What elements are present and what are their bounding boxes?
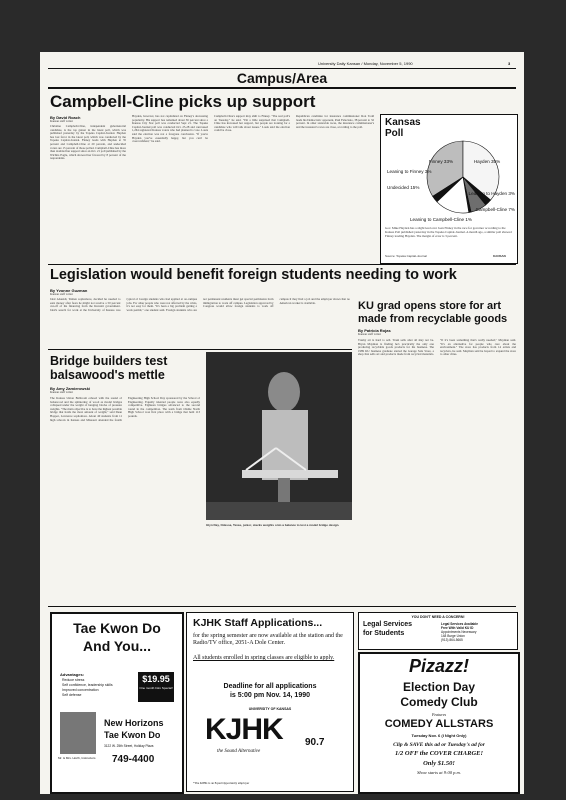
comedy-featuring: Features [431, 712, 447, 717]
story4-body: Trashy art is hard to sell. Trash sells after all may not be. Bryan Mayman is finding he's practically the only one producing recyclable goods products for his business. The 1989 KU business graduate started the Garage Sale Store, a shop that sells art and products made from recycled materials. "If it's been something that's really needed," Mayman said. "It's an alternative for people who care about the environment." The store has products from 14 artists and recyclers, he said. Mayman said he hoped to expand the store to other cities. [358, 339, 516, 357]
kjhk-tagline: the Sound Alternative [217, 749, 261, 754]
kjhk-logo-top: UNIVERSITY OF KANSAS [248, 707, 292, 711]
story4-byline: By Patricia Rojas [358, 328, 391, 333]
tkd-school-1: New Horizons [104, 718, 164, 728]
kjhk-body-1: for the spring semester are now available at the station and the Radio/TV office, 2051-A Dole Center. [193, 633, 343, 647]
comedy-note-2: 1/2 OFF the COVER CHARGE! [394, 750, 484, 757]
tkd-advantage: Self defense [62, 693, 82, 697]
tkd-advantage: Self confidence, leadership skills [62, 683, 113, 687]
tkd-advantage: Improved concentration [62, 688, 99, 692]
tkd-school-2: Tae Kwon Do [104, 730, 161, 740]
story1-column-1: Christine Campbell-Cline, independent gubernatorial candidate, is the top gainer in the latest poll, which was published yesterday by the Topeka Capital-Journal. Hayden has lost favor in the latest poll, which was conducted by the Topeka Capital-Journal. Finney leads with Hayden at 35 percent and Campbell-Cline at 20 percent, and undecided voters are 15 percent of those polled. Campbell-Cline has more than doubled her support since an Oct. 21 poll published by the Wichita Eagle, which showed her favored by 8 percent of the respondents. [50, 125, 126, 161]
chart-credit: KANSAN [493, 254, 506, 258]
kjhk-body-2: All students enrolled in spring classes are eligible to apply. [193, 655, 335, 661]
story2-byline-role: Kansan staff writer [50, 292, 73, 296]
pie-label: Leaning to Finney 3% [387, 169, 432, 174]
legal-title-2: for Students [363, 630, 405, 637]
story1-column-3: Campbell-Cline's support may shift to Finney. "The real poll's on Tuesday," he said. "I'm a little surprised that Campbell-Cline has increased her support, but people are looking for a candidate who will talk about issues." Louis said the election could be close. [214, 115, 290, 133]
kjhk-deadline-2: is 5:00 pm Nov. 14, 1990 [229, 692, 311, 699]
comedy-club-ad [358, 652, 520, 794]
story1-column-2: Hayden, however, has not capitalized on Finney's decreasing popularity. His support has remained about 36 percent since a Kansas City Star poll was conducted Sept 21. The Topeka Capital-Journal poll was conducted Oct. 25-28 and canvassed 1,264 registered Kansas voters who had planned to vote. Louis said the election was not a foregone conclusion. "If you're Hayden you've essentially happy, but you can't be overconfident," he said. [132, 115, 208, 144]
bridge-photo [206, 352, 352, 520]
tkd-advantage: Reduce stress [62, 678, 85, 682]
story4-byline-role: Kansan staff writer [358, 332, 381, 336]
comedy-line-2: Comedy Club [400, 695, 478, 709]
story4-headline: KU grad opens store for art made from recyclable goods [358, 300, 508, 325]
tkd-price-badge [138, 672, 174, 702]
comedy-price: Only $1.50! [423, 760, 455, 767]
comedy-note-1: Clip & SAVE this ad or Tuesday's ad for [393, 742, 485, 748]
legal-title-1: Legal Services [363, 621, 413, 628]
tkd-price: $19.95 [142, 674, 170, 684]
kjhk-deadline-1: Deadline for all applications [223, 683, 317, 690]
chart-source: Source: Topeka Capital-Journal [385, 254, 427, 258]
pie-label: Leaning to Campbell-Cline 1% [409, 217, 473, 222]
kjhk-frequency: 90.7 [305, 737, 325, 748]
legal-services-ad [358, 612, 518, 650]
page-number: 3 [508, 61, 511, 66]
legal-right-3: Appointments Necessary [441, 630, 477, 634]
comedy-time: Show starts at 9:00 p.m. [417, 770, 461, 775]
section-title: Campus/Area [236, 70, 328, 86]
kansas-poll-chart [380, 114, 518, 264]
story2-headline: Legislation would benefit foreign students needing to work [50, 267, 457, 283]
chart-caption: Gov. Mike Hayden has a slight lead over Joan Finney in the race for governor according to the Kansas Poll published yesterday in the Topeka Capital-Journal. A month ago, a similar poll showed Finney leading Hayden. The margin of error is 3 percent. [385, 226, 512, 238]
tkd-instructors: Mr. & Mrs. Horth, Instructors [58, 756, 96, 760]
pie-label: Finney 33% [428, 159, 454, 164]
legal-right-4: 148 Burge Union [441, 634, 465, 638]
story3-body: The Kansas Union Ballroom echoed with the sound of balsawood and the splintering of wood as model bridges collapsed under the weight of hanging blocks of pressure weights. "The main objective is to have the highest possible bridge that holds the most amount of weight," said Dean Hopper, Lawrence sophomore. About 40 students from 11 high schools in Kansas and Missouri attended the fourth Engineering High School Day sponsored by the School of Engineering. Equally talented people were also equally competitive. Eighteen bridges advanced to the second round in the competition. The team from Olathe North High School won first place with a bridge that held 113 pounds. [50, 397, 200, 422]
story3-headline: Bridge builders test balsawood's mettle [50, 354, 168, 382]
story3-byline: By Amy Zamierowski [50, 386, 91, 391]
legal-right-5: (913) 864-5665 [441, 638, 463, 642]
tkd-advantages-list [62, 678, 113, 698]
story1-byline-role: Kansan staff writer [50, 119, 73, 123]
kjhk-ad [186, 612, 354, 792]
pie-label: Campbell-Cline 7% [475, 207, 515, 212]
kjhk-headline: KJHK Staff Applications... [193, 617, 323, 629]
page-header-dateline: University Daily Kansan / Monday, November 5, 1990 [318, 61, 413, 66]
story2-body: Jalal Alsasidi, Yemen sophomore, decided he needed to earn money after fears he might not receive a 50 percent cut-off of his financing from the Kuwaiti government. Jalal's search for work at the University of Kansas was typical of foreign students who had applied at on-campus jobs. For other people who were not affected by the crisis, it's not easy for them. "It's been a big problem getting a work permit," one student said. Foreign students who are not permanent residents must get special permission from immigration to work off campus. Legislation approved by Congress would allow foreign students to work off campus if they find a job and the employer shows that no American worker is available. [50, 298, 350, 312]
tkd-price-note: One month Intro Special! [139, 686, 173, 690]
tkd-title-2: And You... [83, 638, 151, 654]
legal-right-1: Legal Services Available [441, 622, 478, 626]
tkd-address: 3122 W. 25th Street, Holiday Plaza [104, 744, 154, 748]
kjhk-logo: KJHK [205, 713, 283, 746]
story1-headline: Campbell-Cline picks up support [50, 92, 316, 111]
chart-title: Kansas Poll [385, 117, 421, 139]
taekwondo-ad [50, 612, 184, 794]
tkd-phone: 749-4400 [112, 754, 155, 765]
legal-right-2: Free With Valid KU ID [441, 626, 474, 630]
comedy-ticket: Tuesday Nov. 6 (I Night Only) [411, 733, 467, 738]
comedy-line-1: Election Day [402, 680, 476, 694]
comedy-brand: Pizazz! [408, 656, 469, 676]
story1-byline: By David Roach [50, 115, 81, 120]
kjhk-footnote: *The KJHK is an Equal Opportunity employer [193, 781, 250, 785]
legal-details [441, 622, 513, 642]
legal-top: YOU DON'T NEED A CONCERN! [411, 615, 465, 619]
story3-byline-role: Kansan staff writer [50, 390, 73, 394]
photo-caption: Glyn Day, Odessa, Texas, junior, stacks weights onto a balance to test a model bridge design. [206, 523, 340, 527]
pie-chart [381, 115, 517, 225]
pie-label: Hayden 35% [473, 159, 501, 164]
pie-label: Leaning to Hayden 3% [468, 191, 515, 196]
tkd-title-1: Tae Kwon Do [73, 620, 161, 636]
story1-column-4: Republican candidate for insurance commissioner Ron Todd leads his Democratic opponent, Paul Feleciano, 38 percent to 32 percent. In other statewide races, the insurance commissioner's and the treasurer's races are close, according to the poll. [296, 115, 374, 129]
pie-label: Undecided 15% [387, 185, 420, 190]
tkd-advantages-heading: Advantages: [60, 672, 85, 677]
newspaper-page [40, 52, 524, 794]
story2-byline: By Yvonne Guzman [50, 288, 88, 293]
comedy-allstars: COMEDY ALLSTARS [384, 718, 494, 730]
tkd-instructors-photo [60, 712, 96, 754]
